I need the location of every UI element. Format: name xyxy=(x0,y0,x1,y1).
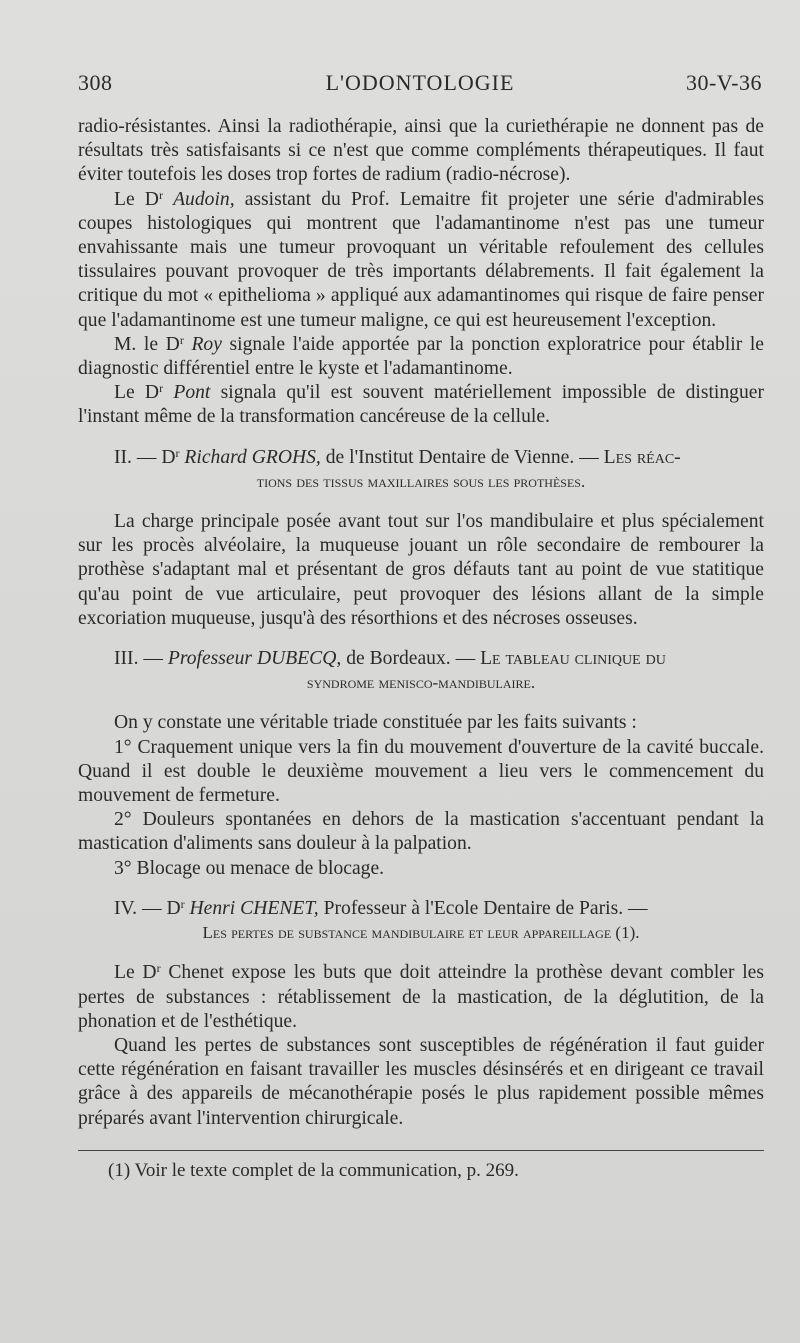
text-fragment: D xyxy=(156,446,176,468)
paragraph-radio: radio-résistantes. Ainsi la radiothérapie, ainsi que la curiethérapie ne donnent pas de résultats très satisfaisants si ce n'est que comme compléments thérapeutiques. Il faut éviter toutefois les doses trop fortes de radium (radio-nécrose). xyxy=(78,116,764,186)
page-header xyxy=(78,70,762,100)
item-number: 1° xyxy=(114,736,132,758)
text-fragment: Le D xyxy=(114,962,157,984)
affiliation: de l'Institut Dentaire de Vienne. — xyxy=(320,446,604,468)
paragraph-roy xyxy=(78,333,764,381)
author-name: Pont xyxy=(173,382,211,404)
section-title: Le tableau clinique du xyxy=(480,648,666,670)
footnote-divider xyxy=(78,1150,764,1151)
section-number: IV. — xyxy=(114,897,162,919)
paragraph-audoin xyxy=(78,188,764,333)
list-item-2 xyxy=(78,808,764,856)
paragraph-pont xyxy=(78,381,764,429)
text-fragment: signala qu'il est souvent matériellement impossible de distinguer l'instant même de la transformation cancéreuse de la cellule. xyxy=(78,382,764,428)
section-title-continued: syndrome menisco-mandibulaire. xyxy=(306,673,536,693)
section-heading-grohs xyxy=(78,446,764,470)
page-body xyxy=(78,115,764,1131)
section-number: III. — xyxy=(114,648,163,670)
affiliation: Professeur à l'Ecole Dentaire de Paris. — xyxy=(318,897,648,919)
page-number: 308 xyxy=(78,70,113,95)
author-name: Roy xyxy=(191,333,222,355)
text-fragment: Chenet expose les buts que doit atteindre la prothèse devant combler les pertes de substances : rétablissement de la mastication, de la déglutition, de la phonation et de l'esthétique. xyxy=(78,962,764,1032)
item-text: Craquement unique vers la fin du mouvement d'ouverture de la cavité buccale. Quand il est double le deuxième mouvement a lieu vers le commencement du mouvement de fermeture. xyxy=(78,736,764,807)
author-name: Professeur DUBECQ, xyxy=(167,648,342,670)
superscript: r xyxy=(159,381,164,396)
paragraph-dubecq-intro: On y constate une véritable triade constituée par les faits suivants : xyxy=(114,712,637,734)
text-fragment: D xyxy=(161,897,181,919)
affiliation: de Bordeaux. — xyxy=(341,648,481,670)
superscript: r xyxy=(175,445,180,460)
item-number: 2° xyxy=(114,809,132,831)
list-item-1 xyxy=(78,736,764,809)
item-number: 3° xyxy=(114,857,132,879)
text-fragment: M. le D xyxy=(114,333,180,355)
superscript: r xyxy=(158,187,163,202)
footnote: (1) Voir le texte complet de la communication, p. 269. xyxy=(108,1160,519,1181)
section-title: Les réac- xyxy=(603,446,681,468)
issue-date: 30-V-36 xyxy=(685,70,762,95)
section-title-continued: tions des tissus maxillaires sous les prothèses. xyxy=(256,471,586,491)
text-fragment: signale l'aide apportée par la ponction exploratrice pour établir le diagnostic différentiel entre le kyste et l'adamantinome. xyxy=(78,333,764,380)
paragraph-chenet-2: Quand les pertes de substances sont susceptibles de régénération il faut guider cette régénération en faisant travailler les muscles désinsérés et en dirigeant ce travail grâce à des appareils de mécanothérapie posés le plus rapidement possible mêmes préparés avant l'intervention chirurgicale. xyxy=(78,1034,764,1129)
superscript: r xyxy=(179,332,184,347)
text-fragment: Le D xyxy=(114,188,159,210)
list-item-3 xyxy=(78,857,764,881)
section-heading-dubecq xyxy=(78,647,764,671)
item-text: Douleurs spontanées en dehors de la mastication s'accentuant pendant la mastication d'aliments sans douleur à la palpation. xyxy=(78,809,764,855)
paragraph-grohs: La charge principale posée avant tout sur l'os mandibulaire et plus spécialement sur les procès alvéolaire, la muqueuse jouant un rôle secondaire de rembourer la prothèse s'adaptant mal et présentant de gros défauts tant au point de vue statitique qu'au point de vue articulaire, peut provoquer des lésions allant de la simple excoriation muqueuse, jusqu'à des résorthions et des nécroses osseuses. xyxy=(78,511,764,629)
section-number: II. — xyxy=(114,446,157,468)
superscript: r xyxy=(156,961,161,976)
item-text: Blocage ou menace de blocage. xyxy=(131,857,385,879)
superscript: r xyxy=(180,896,185,911)
section-title: Les pertes de substance mandibulaire et leur appareillage (1). xyxy=(202,923,640,943)
text-fragment: Le D xyxy=(114,382,160,404)
author-name: Richard GROHS, xyxy=(184,446,321,468)
author-name: Audoin, xyxy=(173,188,235,210)
text-fragment: assistant du Prof. Lemaitre fit projeter une série d'admirables coupes histologiques qui montrent que l'adamantinome n'est pas une tumeur envahissante mais une tumeur provoquant un véritable refoulement des cellules tissulaires pouvant provoquer de très importants délabrements. Il fait également la critique du mot « epithelioma » appliqué aux adamantinomes qui risque de faire penser que l'adamantinome est une tumeur maligne, ce qui est heureusement l'exception. xyxy=(78,188,764,331)
running-title: L'ODONTOLOGIE xyxy=(325,70,515,95)
section-heading-chenet xyxy=(78,897,764,921)
author-name: Henri CHENET, xyxy=(189,897,319,919)
paragraph-chenet-1 xyxy=(78,961,764,1034)
